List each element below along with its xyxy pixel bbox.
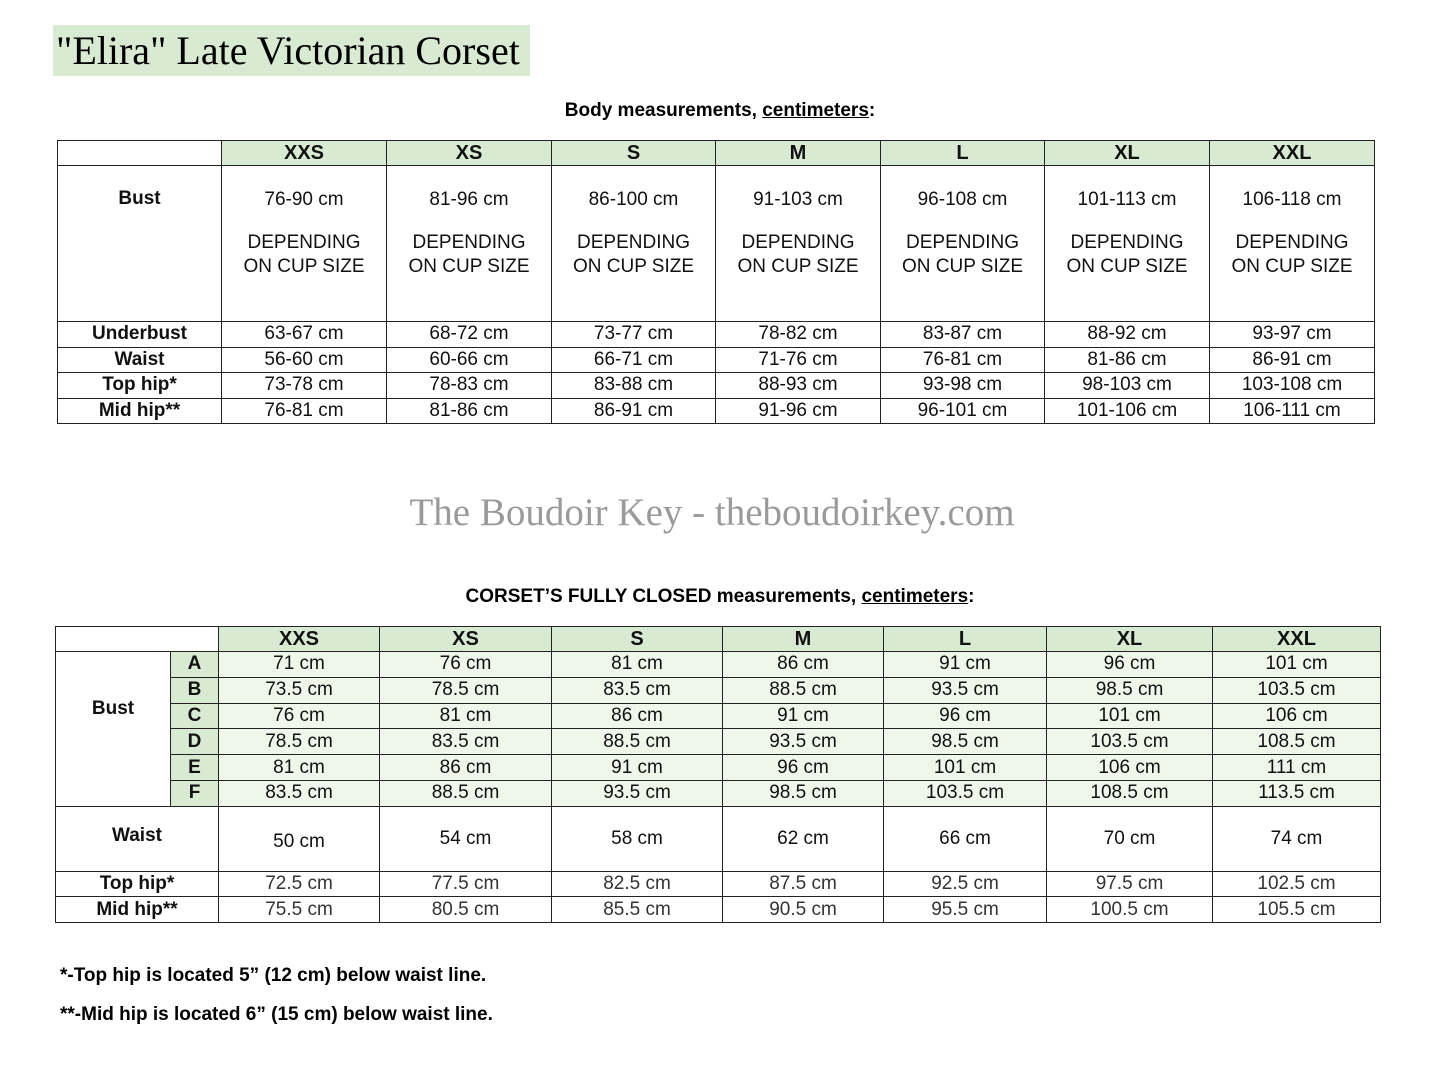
bust-note: DEPENDING ON CUP SIZE <box>572 232 695 277</box>
measurement-cell: 96 cm <box>884 703 1047 729</box>
measurement-cell: 108.5 cm <box>1213 729 1381 755</box>
measurement-cell: 60-66 cm <box>387 347 552 373</box>
measurement-cell: 88.5 cm <box>380 780 552 806</box>
measurement-cell: 95.5 cm <box>884 897 1047 923</box>
measurement-cell: 106 cm <box>1213 703 1381 729</box>
measurement-cell: 106-111 cm <box>1210 398 1375 424</box>
body-bust-row <box>58 166 1375 322</box>
size-header: L <box>884 627 1047 652</box>
measurement-cell: 68-72 cm <box>387 322 552 348</box>
measurement-cell: 92.5 cm <box>884 871 1047 897</box>
bust-range: 81-96 cm <box>429 189 509 210</box>
measurement-cell: 100.5 cm <box>1047 897 1213 923</box>
measurement-cell: 86 cm <box>723 652 884 678</box>
measurement-cell: 113.5 cm <box>1213 780 1381 806</box>
bust-range: 96-108 cm <box>917 189 1008 210</box>
row-label: Top hip* <box>58 373 222 399</box>
caption-unit: centimeters <box>762 100 869 121</box>
corset-table-caption <box>0 586 1440 608</box>
page-title: "Elira" Late Victorian Corset <box>53 25 530 76</box>
caption-colon: : <box>868 100 876 121</box>
cup-size-label: B <box>171 677 219 703</box>
measurement-cell: 91-96 cm <box>716 398 881 424</box>
measurement-cell: 96-101 cm <box>881 398 1045 424</box>
measurement-cell: 82.5 cm <box>552 871 723 897</box>
bust-range: 91-103 cm <box>753 189 843 210</box>
body-header-row <box>58 141 1375 166</box>
measurement-cell: 75.5 cm <box>219 897 380 923</box>
measurement-cell: 83.5 cm <box>380 729 552 755</box>
measurement-cell: 86-91 cm <box>1210 347 1375 373</box>
caption-unit: centimeters <box>861 586 969 607</box>
measurement-cell: 72.5 cm <box>219 871 380 897</box>
body-row <box>58 322 1375 348</box>
corset-bust-row <box>56 780 1381 806</box>
corset-bust-row <box>56 755 1381 781</box>
measurement-cell: 108.5 cm <box>1047 780 1213 806</box>
bust-note: DEPENDING ON CUP SIZE <box>901 232 1024 277</box>
measurement-cell: 88.5 cm <box>723 677 884 703</box>
bust-cell <box>552 166 716 322</box>
row-label-bust: Bust <box>58 166 222 322</box>
measurement-cell: 101 cm <box>1213 652 1381 678</box>
size-header: XL <box>1047 627 1213 652</box>
measurement-cell: 83-88 cm <box>552 373 716 399</box>
bust-range: 86-100 cm <box>588 189 679 210</box>
bust-cell <box>387 166 552 322</box>
measurement-cell: 80.5 cm <box>380 897 552 923</box>
watermark: The Boudoir Key - theboudoirkey.com <box>409 491 1015 534</box>
measurement-cell: 81 cm <box>552 652 723 678</box>
bust-note: DEPENDING ON CUP SIZE <box>1066 232 1188 277</box>
measurement-cell: 78-83 cm <box>387 373 552 399</box>
corset-bust-row <box>56 703 1381 729</box>
bust-range: 101-113 cm <box>1077 189 1177 210</box>
size-header: XXL <box>1210 141 1375 166</box>
corner-cell <box>56 627 219 652</box>
measurement-cell: 76-81 cm <box>881 347 1045 373</box>
measurement-cell: 91 cm <box>884 652 1047 678</box>
measurement-cell: 66 cm <box>884 806 1047 871</box>
measurement-cell: 78-82 cm <box>716 322 881 348</box>
measurement-cell: 63-67 cm <box>222 322 387 348</box>
size-header: XS <box>380 627 552 652</box>
corset-bust-row <box>56 677 1381 703</box>
row-label-bust: Bust <box>56 652 171 807</box>
measurement-cell: 76-81 cm <box>222 398 387 424</box>
measurement-cell: 78.5 cm <box>380 677 552 703</box>
body-row <box>58 398 1375 424</box>
measurement-cell: 87.5 cm <box>723 871 884 897</box>
measurement-cell: 77.5 cm <box>380 871 552 897</box>
size-header: XXS <box>219 627 380 652</box>
measurement-cell: 98.5 cm <box>723 780 884 806</box>
measurement-cell: 71-76 cm <box>716 347 881 373</box>
measurement-cell: 83.5 cm <box>552 677 723 703</box>
caption-text: Body measurements, <box>564 100 763 121</box>
measurement-cell: 105.5 cm <box>1213 897 1381 923</box>
caption-text: CORSET’S FULLY CLOSED measurements, <box>465 586 862 607</box>
measurement-cell: 58 cm <box>552 806 723 871</box>
measurement-cell: 98.5 cm <box>1047 677 1213 703</box>
measurement-cell: 101 cm <box>1047 703 1213 729</box>
measurement-cell: 86 cm <box>380 755 552 781</box>
size-header: XS <box>387 141 552 166</box>
cup-size-label: E <box>171 755 219 781</box>
cup-size-label: D <box>171 729 219 755</box>
bust-cell <box>1045 166 1210 322</box>
bust-cell <box>716 166 881 322</box>
corset-top-hip-row <box>56 871 1381 897</box>
cup-size-label: F <box>171 780 219 806</box>
body-measurements-table <box>57 140 1375 424</box>
measurement-cell: 78.5 cm <box>219 729 380 755</box>
measurement-cell: 81-86 cm <box>387 398 552 424</box>
measurement-cell: 86-91 cm <box>552 398 716 424</box>
size-header: XXL <box>1213 627 1381 652</box>
bust-note: DEPENDING ON CUP SIZE <box>1231 232 1353 277</box>
footnote-mid-hip: **-Mid hip is located 6” (15 cm) below waist line. <box>60 1004 493 1025</box>
measurement-cell: 103.5 cm <box>884 780 1047 806</box>
corner-cell <box>58 141 222 166</box>
measurement-cell: 88-92 cm <box>1045 322 1210 348</box>
cup-size-label: C <box>171 703 219 729</box>
caption-colon: : <box>968 586 975 607</box>
measurement-cell: 103.5 cm <box>1213 677 1381 703</box>
measurement-cell: 101-106 cm <box>1045 398 1210 424</box>
measurement-cell: 93-98 cm <box>881 373 1045 399</box>
bust-range: 106-118 cm <box>1242 189 1342 210</box>
measurement-cell: 103.5 cm <box>1047 729 1213 755</box>
measurement-cell: 111 cm <box>1213 755 1381 781</box>
measurement-cell: 76 cm <box>219 703 380 729</box>
measurement-cell: 90.5 cm <box>723 897 884 923</box>
measurement-cell: 81 cm <box>380 703 552 729</box>
measurement-cell: 71 cm <box>219 652 380 678</box>
row-label-top-hip: Top hip* <box>56 871 219 897</box>
row-label: Mid hip** <box>58 398 222 424</box>
footnote-top-hip: *-Top hip is located 5” (12 cm) below waist line. <box>60 965 487 986</box>
measurement-cell: 93.5 cm <box>552 780 723 806</box>
measurement-cell: 76 cm <box>380 652 552 678</box>
measurement-cell: 98-103 cm <box>1045 373 1210 399</box>
row-label: Underbust <box>58 322 222 348</box>
bust-cell <box>1210 166 1375 322</box>
measurement-cell: 93-97 cm <box>1210 322 1375 348</box>
measurement-cell: 85.5 cm <box>552 897 723 923</box>
measurement-cell: 73-77 cm <box>552 322 716 348</box>
measurement-cell: 103-108 cm <box>1210 373 1375 399</box>
measurement-cell: 93.5 cm <box>723 729 884 755</box>
measurement-cell: 83-87 cm <box>881 322 1045 348</box>
measurement-cell: 88-93 cm <box>716 373 881 399</box>
measurement-cell: 54 cm <box>380 806 552 871</box>
size-header: S <box>552 141 716 166</box>
measurement-cell: 91 cm <box>723 703 884 729</box>
bust-note: DEPENDING ON CUP SIZE <box>243 232 365 277</box>
measurement-cell: 91 cm <box>552 755 723 781</box>
body-row <box>58 373 1375 399</box>
corset-waist-row <box>56 806 1381 871</box>
size-header: XXS <box>222 141 387 166</box>
corset-table-body <box>56 627 1381 923</box>
corset-measurements-table <box>55 626 1381 923</box>
measurement-cell: 101 cm <box>884 755 1047 781</box>
measurement-cell: 73-78 cm <box>222 373 387 399</box>
corset-header-row <box>56 627 1381 652</box>
body-table-caption <box>0 100 1440 122</box>
size-header: L <box>881 141 1045 166</box>
measurement-cell: 81 cm <box>219 755 380 781</box>
size-header: S <box>552 627 723 652</box>
measurement-cell: 81-86 cm <box>1045 347 1210 373</box>
corset-bust-row <box>56 652 1381 678</box>
measurement-cell: 56-60 cm <box>222 347 387 373</box>
measurement-cell: 96 cm <box>1047 652 1213 678</box>
bust-note: DEPENDING ON CUP SIZE <box>737 232 859 277</box>
measurement-cell: 96 cm <box>723 755 884 781</box>
bust-range: 76-90 cm <box>264 189 344 210</box>
body-row <box>58 347 1375 373</box>
row-label-waist: Waist <box>56 806 219 871</box>
measurement-cell: 83.5 cm <box>219 780 380 806</box>
measurement-cell: 62 cm <box>723 806 884 871</box>
measurement-cell: 73.5 cm <box>219 677 380 703</box>
measurement-cell: 102.5 cm <box>1213 871 1381 897</box>
cup-size-label: A <box>171 652 219 678</box>
bust-cell <box>222 166 387 322</box>
measurement-cell: 74 cm <box>1213 806 1381 871</box>
measurement-cell: 88.5 cm <box>552 729 723 755</box>
corset-mid-hip-row <box>56 897 1381 923</box>
measurement-cell: 70 cm <box>1047 806 1213 871</box>
bust-note: DEPENDING ON CUP SIZE <box>408 232 530 277</box>
measurement-cell: 97.5 cm <box>1047 871 1213 897</box>
bust-cell <box>881 166 1045 322</box>
row-label-mid-hip: Mid hip** <box>56 897 219 923</box>
size-header: M <box>716 141 881 166</box>
measurement-cell: 50 cm <box>219 806 380 871</box>
measurement-cell: 66-71 cm <box>552 347 716 373</box>
size-header: XL <box>1045 141 1210 166</box>
measurement-cell: 106 cm <box>1047 755 1213 781</box>
measurement-cell: 86 cm <box>552 703 723 729</box>
measurement-cell: 93.5 cm <box>884 677 1047 703</box>
measurement-cell: 98.5 cm <box>884 729 1047 755</box>
row-label: Waist <box>58 347 222 373</box>
size-header: M <box>723 627 884 652</box>
corset-bust-row <box>56 729 1381 755</box>
